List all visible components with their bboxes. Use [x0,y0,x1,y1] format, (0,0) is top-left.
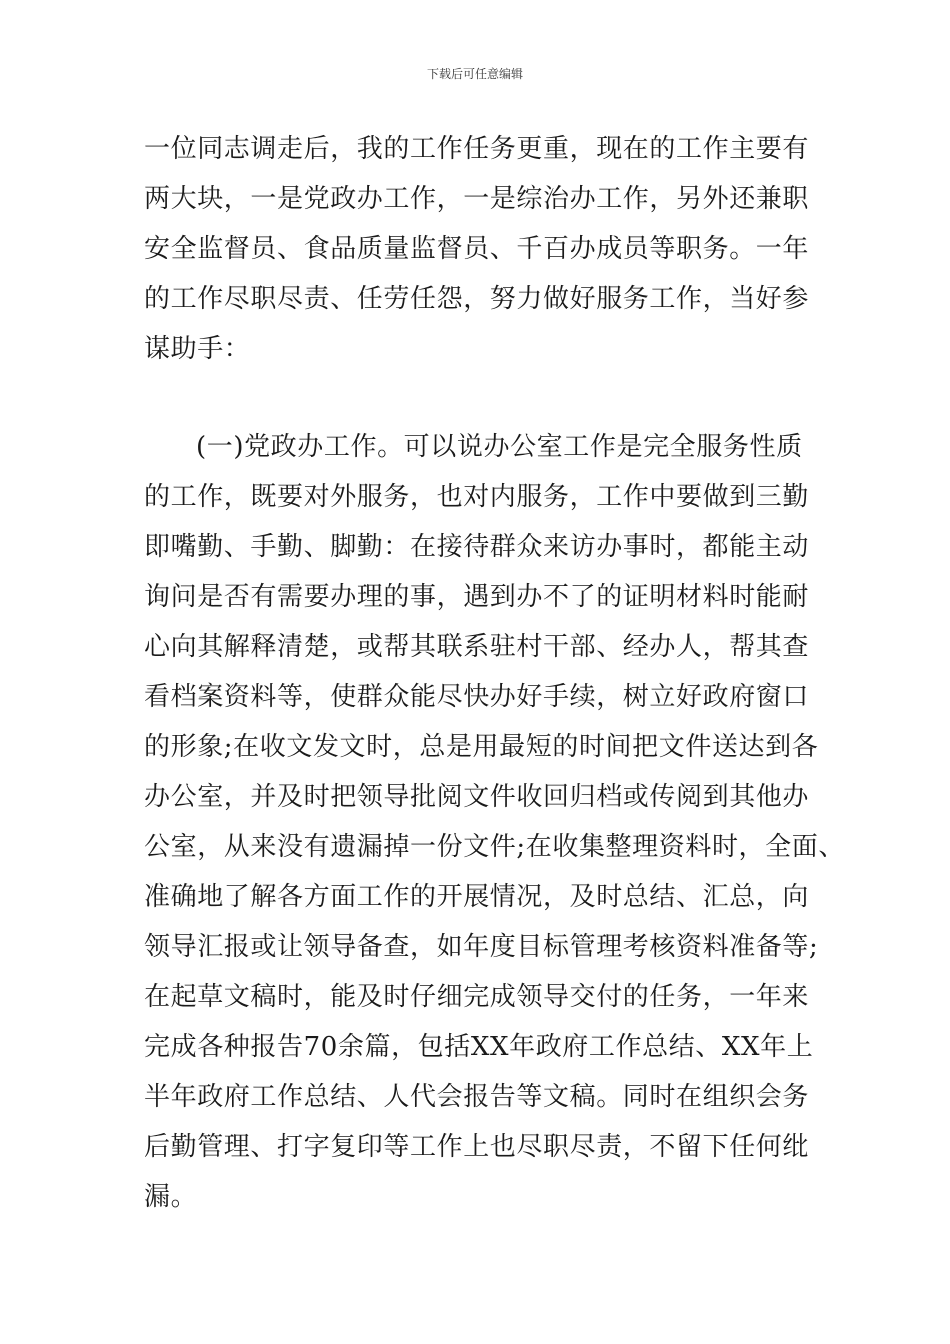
paragraph-line: 一位同志调走后，我的工作任务更重，现在的工作主要有 [144,134,810,164]
paragraph-line: 心向其解释清楚，或帮其联系驻村干部、经办人，帮其查 [144,632,810,662]
paragraph-line: 漏。 [144,1182,198,1212]
paragraph-line: 即嘴勤、手勤、脚勤：在接待群众来访办事时，都能主动 [144,532,810,562]
paragraph-line: 的工作尽职尽责、任劳任怨，努力做好服务工作，当好参 [144,284,810,314]
paragraph-line: 看档案资料等，使群众能尽快办好手续，树立好政府窗口 [144,682,810,712]
paragraph-line: 后勤管理、打字复印等工作上也尽职尽责，不留下任何纰 [144,1132,810,1162]
page-header: 下载后可任意编辑 [426,67,523,81]
paragraph-line: 办公室，并及时把领导批阅文件收回归档或传阅到其他办 [144,782,810,812]
paragraph-line: 两大块，一是党政办工作，一是综治办工作，另外还兼职 [144,184,810,214]
paragraph-line: 安全监督员、食品质量监督员、千百办成员等职务。一年 [144,234,810,264]
paragraph-line: 的工作，既要对外服务，也对内服务，工作中要做到三勤 [144,482,810,512]
paragraph-line: 谋助手： [144,334,251,364]
paragraph-line: (一)党政办工作。可以说办公室工作是完全服务性质 [196,432,803,462]
paragraph-line: 询问是否有需要办理的事，遇到办不了的证明材料时能耐 [144,582,810,612]
paragraph-line: 领导汇报或让领导备查，如年度目标管理考核资料准备等; [144,932,819,962]
paragraph-line: 公室，从来没有遗漏掉一份文件;在收集整理资料时，全面、 [144,832,845,862]
paragraph-line: 准确地了解各方面工作的开展情况，及时总结、汇总，向 [144,882,810,912]
paragraph-line: 完成各种报告70余篇，包括XX年政府工作总结、XX年上 [144,1032,814,1062]
paragraph-line: 半年政府工作总结、人代会报告等文稿。同时在组织会务 [144,1082,810,1112]
paragraph-line: 在起草文稿时，能及时仔细完成领导交付的任务，一年来 [144,982,810,1012]
paragraph-line: 的形象;在收文发文时，总是用最短的时间把文件送达到各 [144,732,819,762]
